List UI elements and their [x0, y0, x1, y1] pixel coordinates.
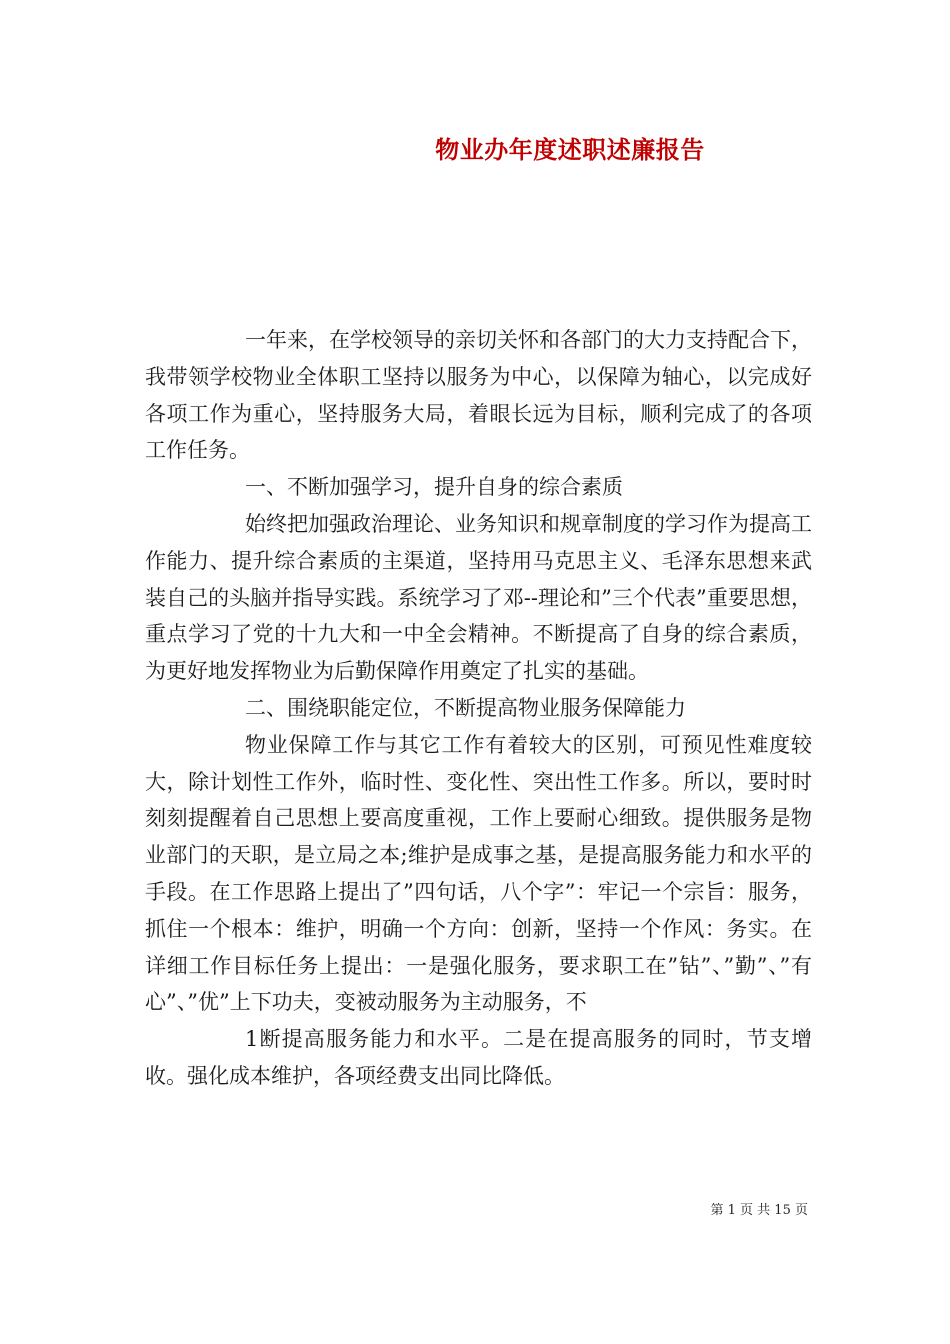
footer-page-number: 1	[727, 1203, 736, 1218]
document-title: 物业办年度述职述廉报告	[435, 135, 705, 164]
section-1-paragraph: 始终把加强政治理论、业务知识和规章制度的学习作为提高工作能力、提升综合素质的主渠道，坚持用马克思主义、毛泽东思想来武装自己的头脑并指导实践。系统学习了邓--理论和”三个代表”重要思想，重点学习了党的十九大和一中全会精神。不断提高了自身的综合素质，为更好地发挥物业为后勤保障作用奠定了扎实的基础。	[145, 511, 812, 684]
page-footer	[0, 1202, 808, 1220]
footer-total-pages: 15	[774, 1203, 791, 1218]
section-2-paragraph: 物业保障工作与其它工作有着较大的区别，可预见性难度较大，除计划性工作外，临时性、变化性、突出性工作多。所以，要时时刻刻提醒着自己思想上要高度重视，工作上要耐心细致。提供服务是物业部门的天职，是立局之本;维护是成事之基，是提高服务能力和水平的手段。在工作思路上提出了”四句话，八个字”：牢记一个宗旨：服务，抓住一个根本：维护，明确一个方向：创新，坚持一个作风：务实。在详细工作目标任务上提出：一是强化服务，要求职工在”钻”、”勤”、”有心”、”优”上下功夫，变被动服务为主动服务，不	[145, 732, 812, 1015]
section-2-continuation: 1断提高服务能力和水平。二是在提高服务的同时，节支增收。强化成本维护，各项经费支出同比降低。	[145, 1027, 812, 1088]
footer-suffix: 页	[794, 1203, 808, 1218]
section-heading-1: 一、不断加强学习，提升自身的综合素质	[245, 475, 623, 500]
intro-paragraph: 一年来，在学校领导的亲切关怀和各部门的大力支持配合下，我带领学校物业全体职工坚持以服务为中心，以保障为轴心，以完成好各项工作为重心，坚持服务大局，着眼长远为目标，顺利完成了的各项工作任务。	[145, 328, 812, 463]
section-heading-2: 二、围绕职能定位，不断提高物业服务保障能力	[245, 695, 686, 720]
footer-middle: 页 共	[740, 1203, 771, 1218]
footer-prefix: 第	[710, 1203, 724, 1218]
document-body	[145, 322, 812, 1095]
